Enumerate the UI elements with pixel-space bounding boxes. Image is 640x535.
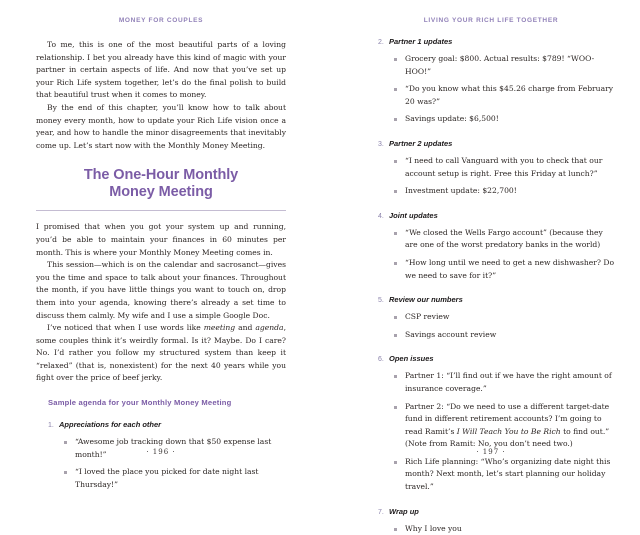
agenda-item (366, 503, 616, 535)
body-paragraph: To me, this is one of the most beautiful parts of a loving relationship. I bet you already have this kind of magic with your partner in certain aspects of life. And now that you’ve set up your Rich Life system together, let’s do the final polish to build that beautiful trust when it comes to money. (36, 40, 286, 100)
page-number-left: · 196 · (146, 448, 176, 456)
agenda-item-number: 4. (378, 212, 384, 220)
square-bullet-icon (394, 88, 397, 91)
page-number-right: · 197 · (476, 448, 506, 456)
agenda-item-number: 7. (378, 508, 384, 516)
square-bullet-icon (394, 232, 397, 235)
agenda-item (366, 33, 616, 126)
square-bullet-icon (394, 461, 397, 464)
body-paragraph: I promised that when you got your system up and running, you’d be able to maintain your finances in 60 minutes per month. This is where your Monthly Money Meeting comes in. (36, 222, 286, 257)
divider-rule (36, 210, 286, 211)
agenda-item-number: 3. (378, 140, 384, 148)
page-right (366, 0, 616, 533)
list-item-text: Savings update: $6,500! (405, 114, 499, 124)
list-item (393, 83, 616, 108)
agenda-item-number: 1. (48, 422, 54, 430)
agenda-item-label: Partner 1 updates (389, 37, 453, 46)
square-bullet-icon (394, 58, 397, 61)
paragraph-text: I’ve noticed that when I use words like (47, 323, 204, 333)
agenda-item-label: Open issues (389, 354, 434, 364)
section-title (36, 167, 286, 201)
paragraph-text: , some couples think it’s weirdly formal. Is it? Maybe. Do I care? No. I’d rather you follow my structured system than keep it “relaxed” (that is, nonexistent) for the next 40 years while you fight over the price of beef jerky. (36, 323, 286, 383)
agenda-item-number: 2. (378, 39, 384, 46)
agenda-item (366, 291, 616, 341)
list-item-text (405, 402, 609, 449)
running-head-left: MONEY FOR COUPLES (118, 17, 204, 24)
square-bullet-icon (394, 528, 397, 531)
agenda-item-title (378, 135, 616, 150)
list-item (393, 523, 616, 535)
list-item (393, 113, 616, 126)
agenda-item (366, 135, 616, 198)
agenda-item (366, 350, 616, 493)
running-head-right: LIVING YOUR RICH LIFE TOGETHER (423, 17, 559, 24)
square-bullet-icon (64, 441, 67, 444)
list-item-text: “Awesome job tracking down that $50 expense last month!” (75, 437, 272, 459)
agenda-list (366, 33, 616, 535)
list-item-text: “Do you know what this $45.26 charge from February 20 was?” (405, 84, 614, 106)
list-item (393, 227, 616, 252)
list-item (393, 456, 616, 494)
list-item (393, 185, 616, 198)
agenda-item-label: Review our numbers (389, 295, 463, 305)
square-bullet-icon (394, 262, 397, 265)
body-paragraph: This session—which is on the calendar and sacrosanct—gives you the time and space to talk about your finances. Throughout the month, if you have little things you want to touch on, drop them into your agenda, knowing there’s already a set time to discuss them calmly. My wife and I use a simple Google Doc. (36, 260, 286, 320)
list-item-text: Savings account review (405, 329, 497, 339)
list-item (63, 466, 286, 491)
agenda-item-title (378, 33, 616, 48)
agenda-item-title (378, 207, 616, 222)
list-item-text: Why I love you (405, 523, 462, 533)
list-item-text-part: to find out.” (Note from Ramit: No, you don’t need two.) (405, 426, 610, 449)
agenda-item (366, 207, 616, 282)
list-item (393, 329, 616, 342)
list-item (393, 257, 616, 282)
list-item-text: “How long until we need to get a new dishwasher? Do we need to save for it?” (405, 257, 615, 280)
square-bullet-icon (394, 160, 397, 163)
italic-word: agenda (255, 323, 284, 333)
square-bullet-icon (394, 406, 397, 409)
list-item-text: “I need to call Vanguard with you to check that our account setup is right. Free this Friday at lunch?” (405, 155, 603, 178)
agenda-item-label: Partner 2 updates (389, 138, 453, 148)
list-item-text: Partner 1: “I’ll find out if we have the right amount of insurance coverage.” (405, 371, 612, 393)
square-bullet-icon (394, 334, 397, 337)
square-bullet-icon (64, 471, 67, 474)
agenda-item-label: Wrap up (389, 506, 419, 516)
book-title-italic: I Will Teach You to Be Rich (456, 426, 561, 436)
section-title-line1: The One-Hour Monthly (83, 167, 239, 184)
list-item (393, 311, 616, 324)
agenda-item-label: Appreciations for each other (59, 420, 162, 430)
list-item (393, 401, 616, 451)
agenda-subheading: Sample agenda for your Monthly Money Meeting (48, 398, 232, 408)
page-left (36, 0, 286, 489)
section-title-line2: Money Meeting (109, 184, 213, 201)
list-item-text: “We closed the Wells Fargo account” (because they are one of the worst predatory banks in the world) (405, 227, 603, 250)
agenda-item-label: Joint updates (389, 210, 438, 220)
square-bullet-icon (394, 316, 397, 319)
square-bullet-icon (394, 375, 397, 378)
agenda-item-title (378, 503, 616, 518)
agenda-item-title (378, 350, 616, 365)
list-item (393, 155, 616, 180)
list-item-text-part: Partner 2: “Do we need to use a different target-date fund in different retirement accounts? I’m going to read Ramit’s (405, 401, 610, 436)
agenda-item-title (378, 291, 616, 306)
agenda-item-number: 5. (378, 297, 384, 305)
list-item (393, 53, 616, 78)
list-item (393, 370, 616, 395)
agenda-item-title (48, 416, 286, 431)
list-item-text: Grocery goal: $800. Actual results: $789! “WOO-HOO!” (405, 54, 595, 76)
italic-word: meeting (203, 323, 236, 333)
square-bullet-icon (394, 190, 397, 193)
list-item-text: Rich Life planning: “Who’s organizing date night this month? Next month, let’s start planning our holiday travel.” (405, 456, 611, 492)
square-bullet-icon (394, 118, 397, 121)
list-item-text: “I loved the place you picked for date night last Thursday!” (75, 467, 259, 489)
list-item-text: Investment update: $22,700! (405, 186, 517, 196)
body-paragraph: By the end of this chapter, you’ll know how to talk about money every month, how to update your Rich Life vision once a year, and how to handle the minor disagreements that inevitably come up. Let’s start now with the Monthly Money Meeting. (36, 102, 286, 150)
paragraph-text: and (235, 323, 256, 333)
list-item-text: CSP review (405, 312, 450, 322)
body-paragraph (36, 322, 286, 385)
agenda-item-number: 6. (378, 356, 384, 364)
